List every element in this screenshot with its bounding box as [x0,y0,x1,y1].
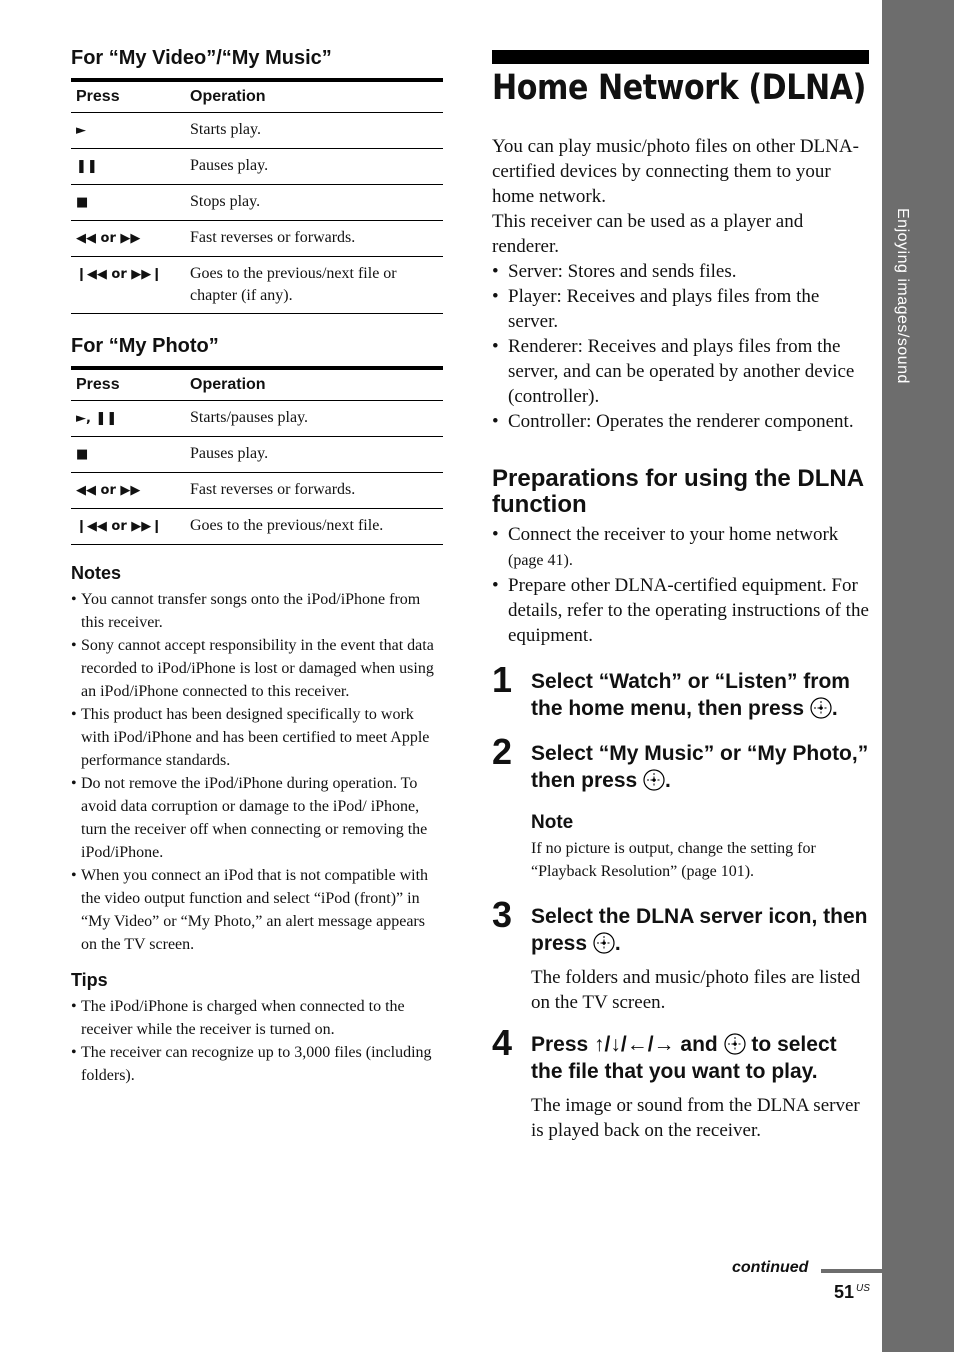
play-pause-icon: ►, ❚❚ [76,411,118,426]
list-item: • Prepare other DLNA-certified equipment. For details, refer to the operating instructions of the equipment. [492,573,869,648]
prev-next-icon: ❙◀◀ or ▶▶❙ [76,267,163,282]
table-row [71,473,443,509]
stop-icon: ■ [76,195,89,210]
preparations-heading: Preparations for using the DLNA function [492,465,864,518]
tips-list [71,995,443,1087]
operation-cell: Starts play. [185,113,443,149]
step-2: 2 Select “My Music” or “My Photo,” then press . Note If no picture is output, change the setting for “Playback Resolution” (page 101). [492,740,869,883]
operation-cell: Stops play. [185,185,443,221]
step-number: 3 [492,894,513,935]
step-1: 1 Select “Watch” or “Listen” from the home menu, then press . [492,659,850,720]
left-column [71,44,443,1087]
table-row [71,401,443,437]
operation-cell: Pauses play. [185,437,443,473]
step-instruction-end: to select the file that you want to play. [531,1033,837,1083]
step-instruction: Select the DLNA server icon, then press [531,905,868,955]
title-bar [492,50,869,64]
rewind-forward-icon: ◀◀ or ▶▶ [76,231,141,246]
enter-button-icon [724,1033,746,1055]
play-icon: ► [76,123,86,138]
note-heading: Note [531,812,574,833]
region-code: US [856,1283,870,1294]
notes-list [71,588,443,956]
step-result: The folders and music/photo files are listed on the TV screen. [531,967,861,1013]
side-tab [882,0,954,1352]
continued-label: continued [732,1259,809,1276]
roles-list [492,259,869,434]
prev-next-icon: ❙◀◀ or ▶▶❙ [76,519,163,534]
step-result: The image or sound from the DLNA server is played back on the receiver. [531,1095,860,1141]
operation-cell: Fast reverses or forwards. [185,221,443,257]
list-item: • The receiver can recognize up to 3,000 files (including folders). [71,1041,443,1087]
stop-icon: ■ [76,447,89,462]
list-item: • When you connect an iPod that is not compatible with the video output function and select “iPod (front)” in “My Video” or “My Photo,” an alert message appears on the TV screen. [71,864,443,956]
table-row [71,185,443,221]
step-instruction: Press ↑/↓/←/→ and [531,1033,718,1056]
pause-icon: ❚❚ [76,159,98,174]
photo-heading: For “My Photo” [71,335,219,357]
operation-cell: Fast reverses or forwards. [185,473,443,509]
tips-heading: Tips [71,970,108,990]
list-item: • Server: Stores and sends files. [492,259,869,284]
press-header: Press [71,368,185,401]
page-reference: (page 41). [508,552,573,569]
step-number: 4 [492,1022,513,1063]
list-item: • The iPod/iPhone is charged when connected to the receiver while the receiver is turned on. [71,995,443,1041]
list-item: • Connect the receiver to your home network (page 41). [492,522,869,573]
list-item: • Controller: Operates the renderer component. [492,409,869,434]
table-row [71,113,443,149]
step-4 [492,1022,869,1143]
list-item: • Player: Receives and plays files from the server. [492,284,869,334]
page-number: 51 [834,1282,855,1302]
step-3: 3 Select the DLNA server icon, then press . The folders and music/photo files are listed on the TV screen. [492,894,868,1013]
step-number: 1 [492,659,513,700]
operation-cell: Pauses play. [185,149,443,185]
list-item: • Renderer: Receives and plays files from the server, and can be operated by another device (controller). [492,334,869,409]
continued-bar [821,1269,882,1273]
notes-heading: Notes [71,563,122,583]
list-item: • You cannot transfer songs onto the iPod/iPhone from this receiver. [71,588,443,634]
video-music-heading: For “My Video”/“My Music” [71,47,332,69]
right-column [492,50,869,1143]
preparations-list [492,522,869,648]
operation-cell: Starts/pauses play. [185,401,443,437]
list-item: • This product has been designed specifically to work with iPod/iPhone and has been certified to meet Apple performance standards. [71,703,443,772]
list-item: • Sony cannot accept responsibility in the event that data recorded to iPod/iPhone is lost or damaged when using an iPod/iPhone connected to this receiver. [71,634,443,703]
intro-paragraph: You can play music/photo files on other DLNA-certified devices by connecting them to your home network. [492,136,859,207]
enter-button-icon [643,769,665,791]
table-row [71,257,443,314]
enter-button-icon [593,932,615,954]
table-row [71,437,443,473]
side-tab-label: Enjoying images/sound [894,208,911,384]
operation-cell: Goes to the previous/next file. [185,509,443,545]
list-item: • Do not remove the iPod/iPhone during operation. To avoid data corruption or damage to the iPod/ iPhone, turn the receiver off when connecting or removing the iPod/iPhone. [71,772,443,864]
video-music-table [71,78,443,314]
operation-header: Operation [185,80,443,113]
photo-table [71,366,443,545]
table-row [71,221,443,257]
press-header: Press [71,80,185,113]
operation-cell: Goes to the previous/next file or chapter (if any). [185,257,443,314]
table-row [71,509,443,545]
operation-header: Operation [185,368,443,401]
rewind-forward-icon: ◀◀ or ▶▶ [76,483,141,498]
step-instruction: Select “My Music” or “My Photo,” then press [531,742,869,792]
page-title: Home Network (DLNA) [492,68,866,108]
step-number: 2 [492,731,513,772]
intro-paragraph-2: This receiver can be used as a player and renderer. [492,211,804,257]
table-row [71,149,443,185]
step-instruction: Select “Watch” or “Listen” from the home menu, then press [531,670,850,720]
note-text: If no picture is output, change the setting for “Playback Resolution” (page 101). [531,840,816,880]
enter-button-icon [810,697,832,719]
